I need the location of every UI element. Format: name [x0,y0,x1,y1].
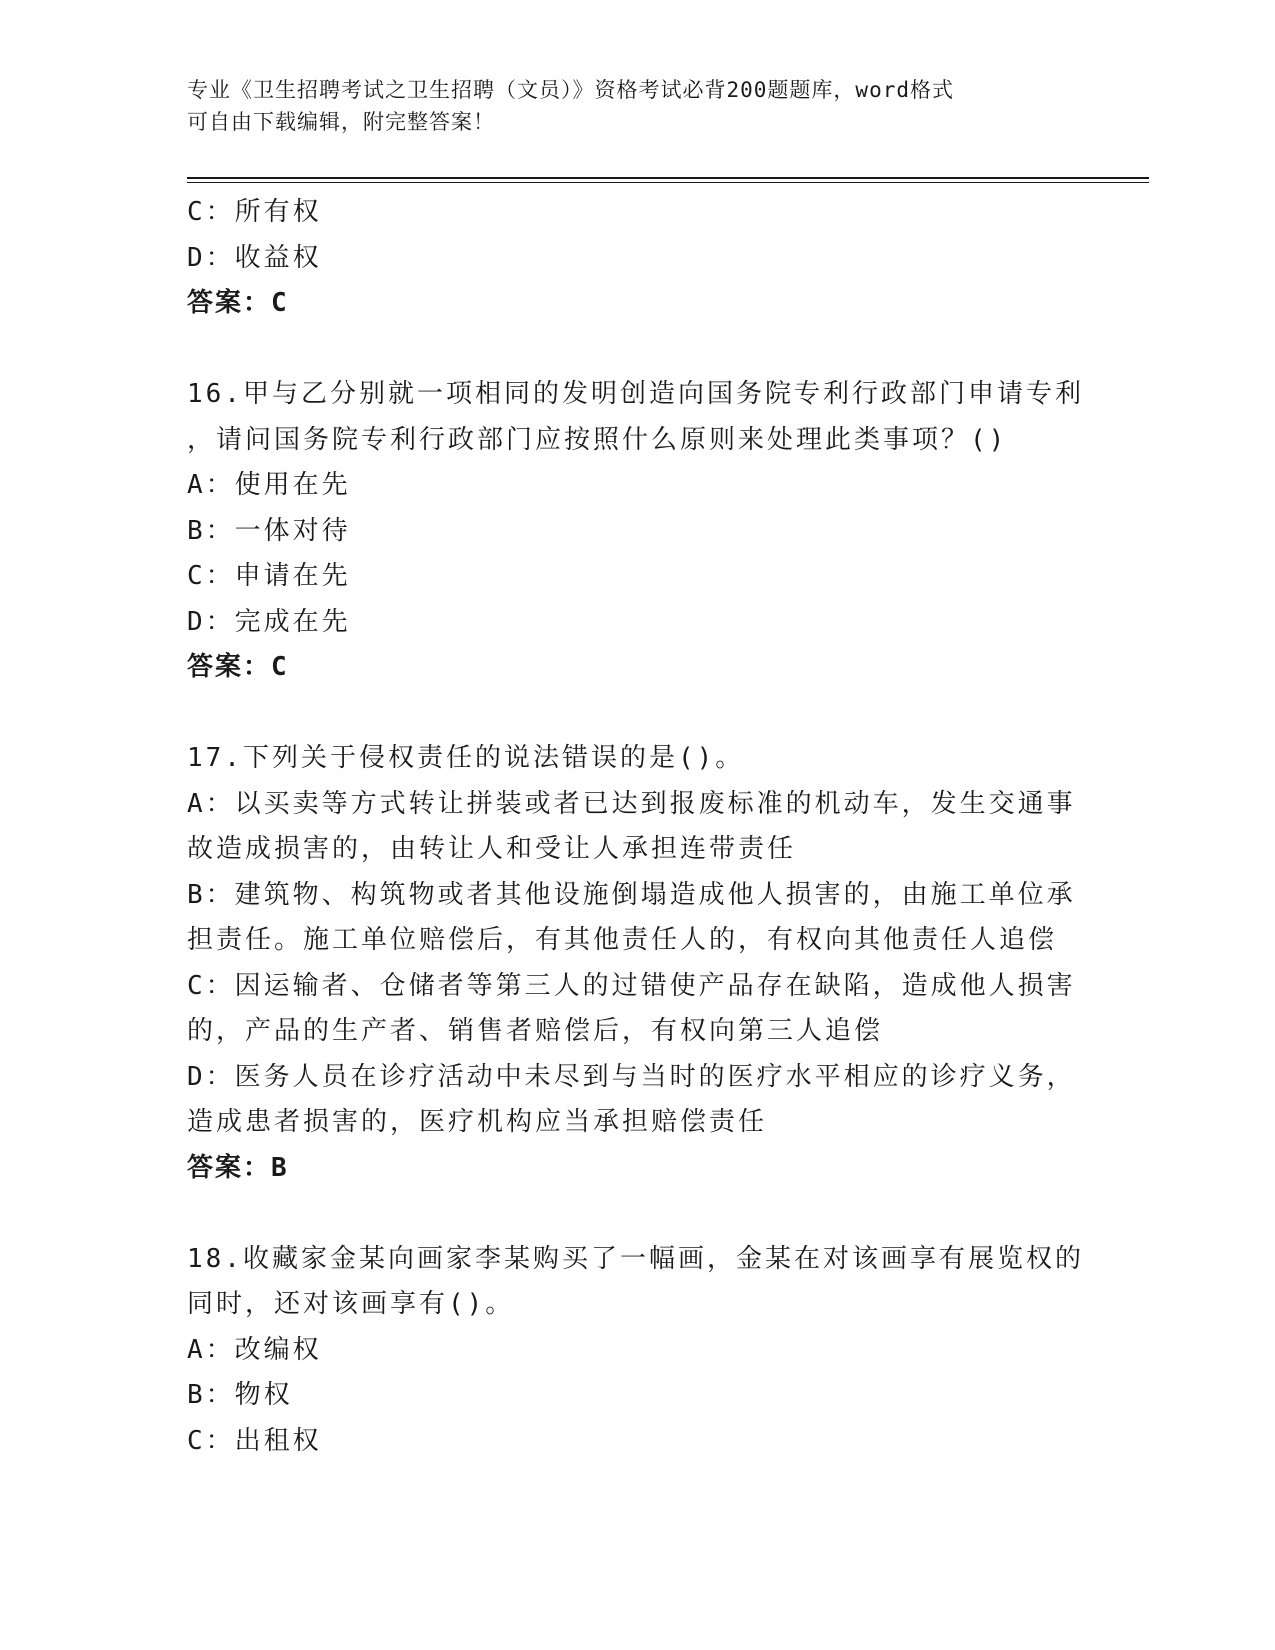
option-c: C：出租权 [187,1425,322,1456]
option-b: B：一体对待 [187,515,351,546]
answer: 答案：B [187,1152,289,1183]
answer: 答案：C [187,288,289,318]
question-stem: 17.下列关于侵权责任的说法错误的是()。 [187,743,745,773]
question-stem-cont: 同时，还对该画享有()。 [187,1289,515,1319]
option-c: C：所有权 [187,197,322,227]
question-18 [187,1237,1087,1465]
question-15-tail [187,190,1087,327]
document-header [187,74,1087,138]
option-d: D：收益权 [187,242,322,273]
question-17 [187,736,1087,1191]
option-b-cont: 担责任。施工单位赔偿后，有其他责任人的，有权向其他责任人追偿 [187,925,1058,955]
option-d-cont: 造成患者损害的，医疗机构应当承担赔偿责任 [187,1107,768,1137]
answer: 答案：C [187,652,289,682]
option-d: D：医务人员在诊疗活动中未尽到与当时的医疗水平相应的诊疗义务， [187,1061,1076,1092]
option-c-cont: 的，产品的生产者、销售者赔偿后，有权向第三人追偿 [187,1016,884,1046]
option-c: C：申请在先 [187,561,351,591]
question-stem: 16.甲与乙分别就一项相同的发明创造向国务院专利行政部门申请专利 [187,379,1084,409]
option-a: A：改编权 [187,1334,322,1365]
option-b: B：建筑物、构筑物或者其他设施倒塌造成他人损害的，由施工单位承 [187,879,1076,910]
question-stem: 18.收藏家金某向画家李某购买了一幅画，金某在对该画享有展览权的 [187,1243,1084,1274]
option-a: A：使用在先 [187,470,351,500]
option-b: B：物权 [187,1380,293,1410]
question-16 [187,372,1087,691]
header-line-1: 专业《卫生招聘考试之卫生招聘（文员）》资格考试必背200题题库，word格式 [187,78,954,102]
option-a-cont: 故造成损害的，由转让人和受让人承担连带责任 [187,834,797,864]
header-divider-thin [187,182,1149,183]
option-d: D：完成在先 [187,606,351,637]
header-line-2: 可自由下载编辑，附完整答案！ [187,110,495,134]
question-content [187,190,1087,1464]
header-divider-thick [187,177,1149,179]
question-stem-cont: ，请问国务院专利行政部门应按照什么原则来处理此类事项？() [187,424,1008,455]
option-a: A：以买卖等方式转让拼装或者已达到报废标准的机动车，发生交通事 [187,788,1076,819]
option-c: C：因运输者、仓储者等第三人的过错使产品存在缺陷，造成他人损害 [187,970,1076,1001]
